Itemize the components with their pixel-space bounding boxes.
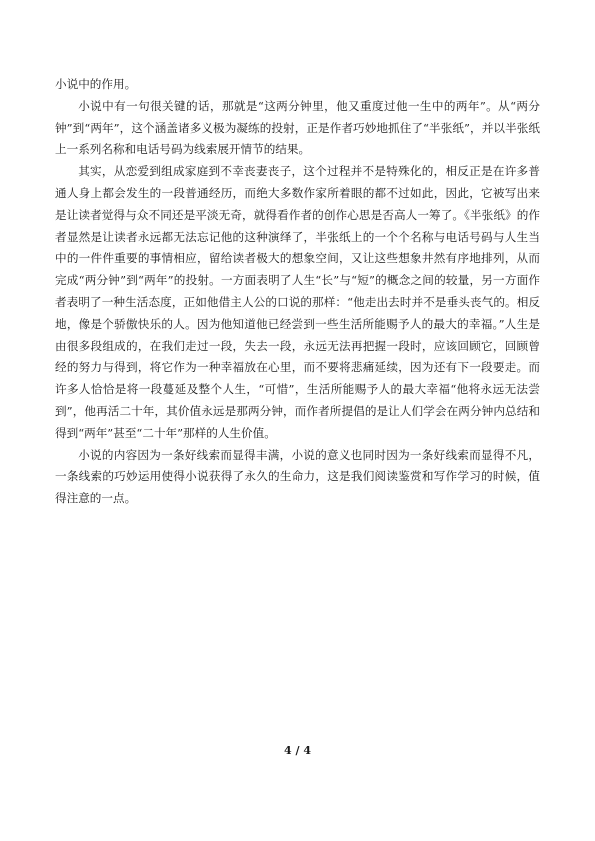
paragraph-analysis: 其实，从恋爱到组成家庭到不幸丧妻丧子，这个过程并不是特殊化的，相反正是在许多普通人身上都会发生的一段普通经历，而绝大多数作家所着眼的都不过如此，因此，它被写出来是让读者觉得与众不同还是平淡无奇，就得看作者的创作心思是否高人一筹了。《半张纸》的作者显然是让读者永远都无法忘记他的这种演绎了，半张纸上的一个个名称与电话号码与人生当中的一件件重要的事情相应，留给读者极大的想象空间，又让这些想象井然有序地排列，从而完成“两分钟”到“两年”的投射。一方面表明了人生“长”与“短”的概念之间的较量，另一方面作者表明了一种生活态度，正如他借主人公的口说的那样：“他走出去时并不是垂头丧气的。相反地，像是个骄傲快乐的人。因为他知道他已经尝到一些生活所能赐予人的最大的幸福。”人生是由很多段组成的，在我们走过一段，失去一段，永远无法再把握一段时，应该回顾它，回顾曾经的努力与得到，将它作为一种幸福放在心里，而不要将悲痛延续，因为还有下一段要走。而许多人恰恰是将一段蔓延及整个人生，“可惜”，生活所能赐予人的最大幸福“他将永远无法尝到”，他再活二十年，其价值永远是那两分钟，而作者所提倡的是让人们学会在两分钟内总结和得到“两年”甚至“二十年”那样的人生价值。 [55, 164, 540, 440]
paragraph-conclusion: 小说的内容因为一条好线索而显得丰满，小说的意义也同时因为一条好线索而显得不凡，一条线索的巧妙运用使得小说获得了永久的生命力，这是我们阅读鉴赏和写作学习的时候，值得注意的一点。 [55, 447, 540, 506]
page-number: 4 / 4 [284, 744, 311, 757]
paragraph-continuation: 小说中的作用。 [55, 77, 137, 91]
article-body [55, 74, 540, 510]
paragraph-key-sentence: 小说中有一句很关键的话，那就是“这两分钟里，他又重度过他一生中的两年”。从“两分钟”到“两年”，这个涵盖诸多义极为凝练的投射，正是作者巧妙地抓住了“半张纸”，并以半张纸上一系列名称和电话号码为线索展开情节的结果。 [55, 98, 540, 157]
